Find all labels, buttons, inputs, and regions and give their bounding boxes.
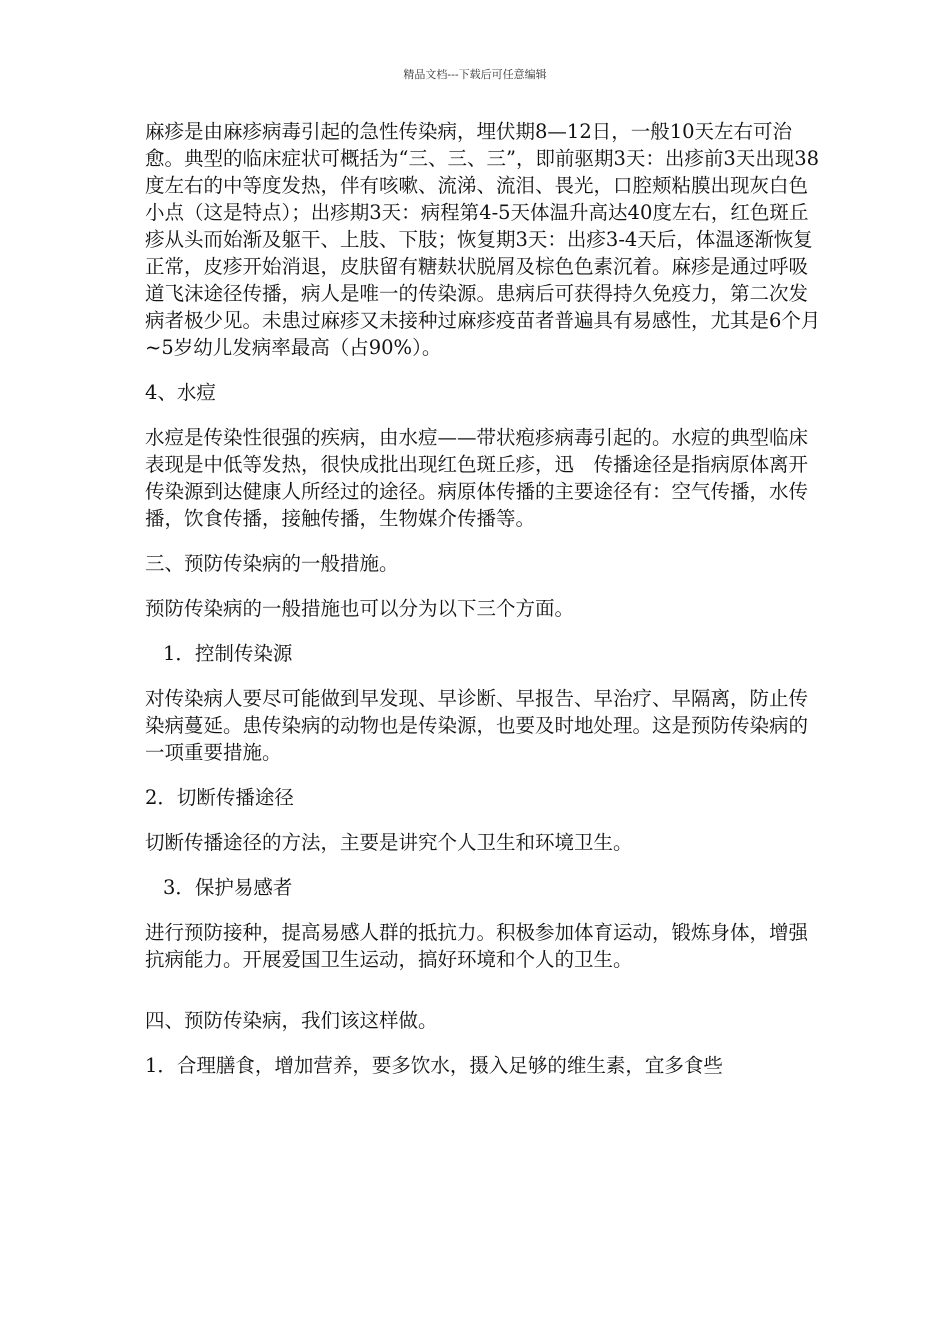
chickenpox-paragraph: 水痘是传染性很强的疾病，由水痘——带状疱疹病毒引起的。水痘的典型临床表现是中低等发热，很快成批出现红色斑丘疹，迅 传播途径是指病原体离开传染源到达健康人所经过的途径。病原体传播的主要途径有：空气传播，水传播，饮食传播，接触传播，生物媒介传播等。 bbox=[145, 426, 809, 530]
measles-paragraph: 麻疹是由麻疹病毒引起的急性传染病，埋伏期8—12日，一般10天左右可治愈。典型的临床症状可概括为“三、三、三”，即前驱期3天：出疹前3天出现38度左右的中等度发热，伴有咳嗽、流涕、流泪、畏光，口腔颊粘膜出现灰白色小点（这是特点）；出疹期3天：病程第4-5天体温升高达40度左右，红色斑丘疹从头而始渐及躯干、上肢、下肢；恢复期3天：出疹3-4天后，体温逐渐恢复正常，皮疹开始消退，皮肤留有糖麸状脱屑及棕色色素沉着。麻疹是通过呼吸道飞沫途径传播，病人是唯一的传染源。患病后可获得持久免疫力，第二次发病者极少见。未患过麻疹又未接种过麻疹疫苗者普遍具有易感性，尤其是6个月~5岁幼儿发病率最高（占90%）。 bbox=[145, 120, 821, 359]
heading-chickenpox: 4、水痘 bbox=[145, 381, 216, 404]
document-body bbox=[145, 118, 825, 1097]
tip-1: 1．合理膳食，增加营养，要多饮水，摄入足够的维生素，宜多食些 bbox=[145, 1054, 723, 1077]
item-3-title: 3．保护易感者 bbox=[163, 876, 293, 899]
item-2-title: 2．切断传播途径 bbox=[145, 786, 294, 809]
item-1-title: 1．控制传染源 bbox=[163, 642, 293, 665]
heading-what-to-do: 四、预防传染病，我们该这样做。 bbox=[145, 1009, 438, 1032]
heading-prevention-measures: 三、预防传染病的一般措施。 bbox=[145, 552, 399, 575]
page-header: 精品文档---下载后可任意编辑 bbox=[403, 68, 547, 81]
measures-intro: 预防传染病的一般措施也可以分为以下三个方面。 bbox=[145, 597, 575, 620]
item-3-text: 进行预防接种，提高易感人群的抵抗力。积极参加体育运动，锻炼身体，增强抗病能力。开展爱国卫生运动，搞好环境和个人的卫生。 bbox=[145, 921, 809, 971]
item-2-text: 切断传播途径的方法，主要是讲究个人卫生和环境卫生。 bbox=[145, 831, 633, 854]
item-1-text: 对传染病人要尽可能做到早发现、早诊断、早报告、早治疗、早隔离，防止传染病蔓延。患传染病的动物也是传染源，也要及时地处理。这是预防传染病的一项重要措施。 bbox=[145, 687, 809, 764]
